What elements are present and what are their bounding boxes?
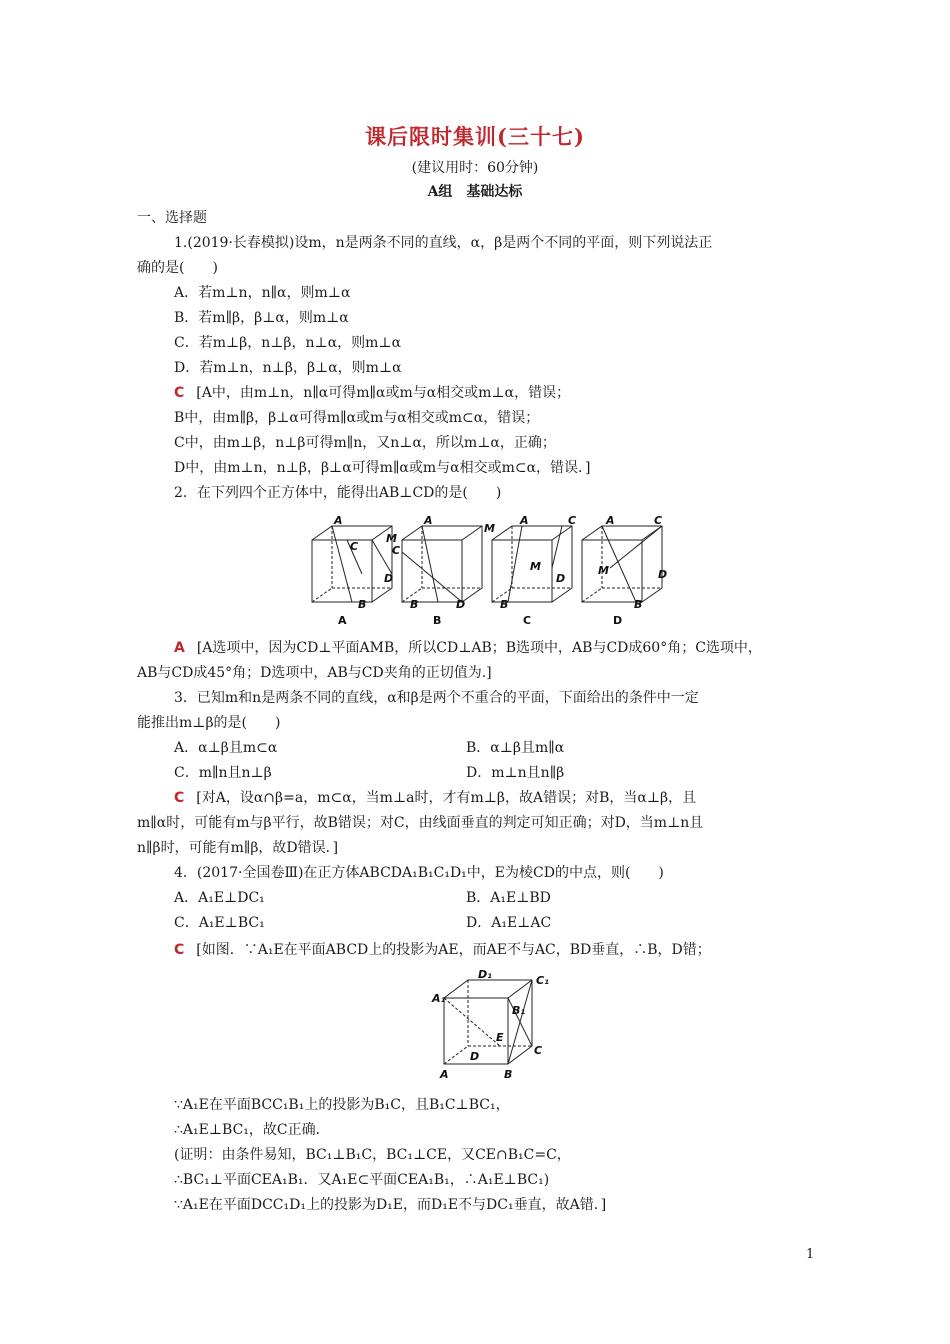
fig-c-label-c: C [568, 514, 577, 527]
fig-c-label-b: B [500, 598, 509, 611]
fig4-label-b: B [504, 1068, 513, 1081]
q3-option-d: D．m⊥n且n∥β [466, 765, 565, 781]
q3-exp-line1: [对A，设α∩β=a，m⊂α，当m⊥a时，才有m⊥β，故A错误；对B，当α⊥β，且 [196, 790, 697, 806]
page-title: 课后限时集训(三十七) [365, 124, 585, 149]
q4-cube-figure [420, 968, 560, 1083]
q4-option-a: A．A₁E⊥DC₁ [174, 890, 265, 906]
q1-stem: 1.(2019·长春模拟)设m，n是两条不同的直线，α，β是两个不同的平面，则下列说法正 [174, 235, 713, 251]
q3-option-b: B．α⊥β且m∥α [466, 740, 565, 756]
q3-stem: 3．已知m和n是两条不同的直线，α和β是两个不重合的平面，下面给出的条件中一定 [174, 690, 699, 706]
q3-option-a: A．α⊥β且m⊂α [174, 740, 278, 756]
q2-explanation [174, 638, 762, 658]
fig-d-label-d: D [658, 568, 668, 581]
fig-a-label-m: M [386, 532, 397, 545]
q1-option-c: C．若m⊥β，n⊥β，n⊥α，则m⊥α [174, 335, 402, 351]
fig-b-label-a: A [424, 514, 433, 527]
q1-exp-line4: D中，由m⊥n，n⊥β，β⊥α可得m∥α或m与α相交或m⊂α，错误．] [174, 460, 591, 476]
fig-c-label-a: A [520, 514, 529, 527]
q1-exp-line2: B中，由m∥β，β⊥α可得m∥α或m与α相交或m⊂α，错误； [174, 410, 540, 426]
q2-exp-line2: AB与CD成45°角；D选项中，AB与CD夹角的正切值为.] [137, 665, 492, 681]
q3-exp-line3: n∥β时，可能有m∥β，故D错误．] [137, 840, 339, 856]
fig-c-label-d: D [556, 572, 566, 585]
fig4-label-c: C [534, 1044, 543, 1057]
time-hint: (建议用时：60分钟) [411, 160, 539, 176]
fig4-label-d1: D₁ [478, 968, 492, 981]
q4-exp-line6: ∵A₁E在平面DCC₁D₁上的投影为D₁E，而D₁E不与DC₁垂直，故A错．] [174, 1197, 607, 1213]
fig-b-label-d: D [456, 598, 466, 611]
q4-exp-line5: ∴BC₁⊥平面CEA₁B₁．又A₁E⊂平面CEA₁B₁，∴A₁E⊥BC₁) [174, 1172, 550, 1188]
q4-exp-line2: ∵A₁E在平面BCC₁B₁上的投影为B₁C，且B₁C⊥BC₁， [174, 1097, 510, 1113]
fig-caption-c: C [523, 614, 532, 627]
q4-answer: C [174, 942, 185, 958]
q4-stem: 4．(2017·全国卷Ⅲ)在正方体ABCDA₁B₁C₁D₁中，E为棱CD的中点，则( ) [174, 865, 664, 881]
q3-answer: C [174, 790, 185, 806]
fig-a-label-d: D [384, 572, 394, 585]
q2-exp-line1: [A选项中，因为CD⊥平面AMB，所以CD⊥AB；B选项中，AB与CD成60°角；C选项中， [196, 640, 762, 656]
q3-exp-line2: m∥α时，可能有m与β平行，故B错误；对C，由线面垂直的判定可知正确；对D，当m⊥n且 [137, 815, 704, 831]
fig-caption-a: A [338, 614, 347, 627]
fig-a-label-c: C [350, 540, 359, 553]
fig-d-label-c: C [654, 514, 663, 527]
fig-c-label-m: M [530, 560, 541, 573]
section-heading: 一、选择题 [137, 210, 207, 226]
fig-d-label-a: A [606, 514, 615, 527]
fig4-label-a: A [440, 1068, 449, 1081]
q1-option-a: A．若m⊥n，n∥α，则m⊥α [174, 285, 351, 301]
q1-explanation [174, 383, 570, 403]
fig-a-label-a: A [334, 514, 343, 527]
group-heading: A组 基础达标 [427, 184, 523, 200]
fig-a-label-b: B [358, 598, 367, 611]
q4-option-b: B．A₁E⊥BD [466, 890, 551, 906]
fig-b-label-m: M [484, 522, 495, 535]
fig-b-label-c: C [392, 544, 401, 557]
page-number: 1 [806, 1247, 815, 1262]
q4-explanation [174, 940, 711, 960]
fig4-label-d: D [470, 1050, 480, 1063]
fig-b-label-b: B [410, 598, 419, 611]
fig-caption-d: D [613, 614, 623, 627]
q1-option-d: D．若m⊥n，n⊥β，β⊥α，则m⊥α [174, 360, 402, 376]
q4-exp-line1: [如图．∵A₁E在平面ABCD上的投影为AE，而AE不与AC，BD垂直，∴B，D错； [196, 942, 711, 958]
q4-exp-line4: (证明：由条件易知，BC₁⊥B₁C，BC₁⊥CE，又CE∩B₁C=C， [174, 1147, 571, 1163]
q3-stem-cont: 能推出m⊥β的是( ) [137, 715, 281, 731]
q2-answer: A [174, 640, 185, 656]
fig-d-label-b: B [634, 598, 643, 611]
fig4-label-a1: A₁ [432, 992, 446, 1005]
fig4-label-b1: B₁ [512, 1004, 526, 1017]
q1-option-b: B．若m∥β，β⊥α，则m⊥α [174, 310, 349, 326]
q3-option-c: C．m∥n且n⊥β [174, 765, 272, 781]
q2-cube-figures [300, 512, 680, 627]
fig4-label-c1: C₁ [536, 974, 549, 987]
q1-answer: C [174, 385, 185, 401]
q4-option-d: D．A₁E⊥AC [466, 915, 552, 931]
fig4-label-e: E [496, 1031, 504, 1044]
q2-stem: 2．在下列四个正方体中，能得出AB⊥CD的是( ) [174, 485, 502, 501]
q1-exp-line3: C中，由m⊥β，n⊥β可得m∥n，又n⊥α，所以m⊥α，正确； [174, 435, 556, 451]
q3-explanation [174, 788, 696, 808]
q1-exp-line1: [A中，由m⊥n，n∥α可得m∥α或m与α相交或m⊥α，错误； [196, 385, 571, 401]
fig-d-label-m: M [598, 564, 609, 577]
q4-option-c: C．A₁E⊥BC₁ [174, 915, 265, 931]
fig-caption-b: B [433, 614, 442, 627]
q4-exp-line3: ∴A₁E⊥BC₁，故C正确． [174, 1122, 330, 1138]
q1-stem-cont: 确的是( ) [137, 260, 218, 276]
